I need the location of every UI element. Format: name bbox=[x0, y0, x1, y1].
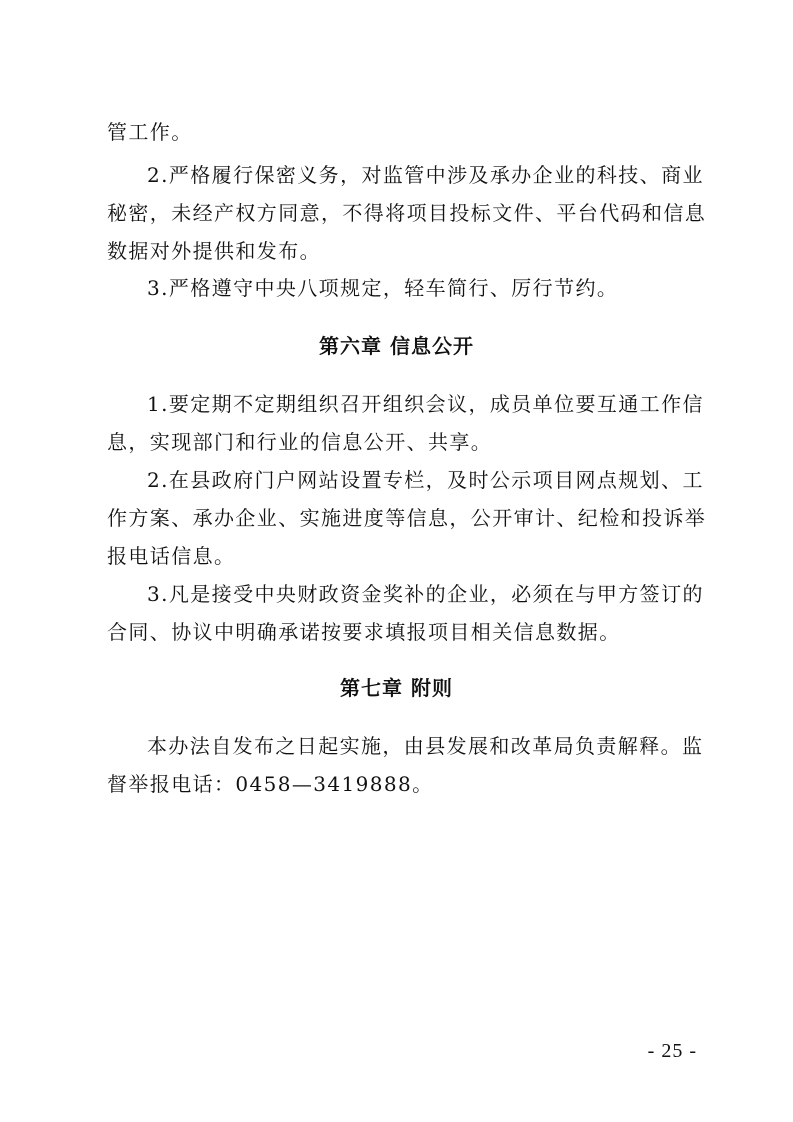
paragraph-line: 1.要定期不定期组织召开组织会议，成员单位要互通工作信 bbox=[147, 392, 704, 416]
paragraph-line: 3.凡是接受中央财政资金奖补的企业，必须在与甲方签订的 bbox=[147, 582, 704, 606]
paragraph-line: 3.严格遵守中央八项规定，轻车简行、厉行节约。 bbox=[147, 276, 619, 300]
paragraph-line: 2.在县政府门户网站设置专栏，及时公示项目网点规划、工 bbox=[147, 468, 704, 492]
paragraph-line: 息，实现部门和行业的信息公开、共享。 bbox=[107, 430, 493, 454]
paragraph-line: 本办法自发布之日起实施，由县发展和改革局负责解释。监 bbox=[147, 734, 704, 758]
paragraph-line: 数据对外提供和发布。 bbox=[107, 239, 321, 263]
paragraph-line: 秘密，未经产权方同意，不得将项目投标文件、平台代码和信息 bbox=[107, 201, 707, 225]
paragraph-line: 督举报电话：0458—3419888。 bbox=[107, 772, 434, 796]
paragraph-line: 报电话信息。 bbox=[107, 544, 236, 568]
chapter-7-title: 第七章 附则 bbox=[340, 676, 453, 700]
paragraph-line: 作方案、承办企业、实施进度等信息，公开审计、纪检和投诉举 bbox=[107, 506, 707, 530]
paragraph-line: 管工作。 bbox=[107, 120, 193, 144]
page-number: - 25 - bbox=[647, 1040, 697, 1062]
paragraph-line: 2.严格履行保密义务，对监管中涉及承办企业的科技、商业 bbox=[147, 163, 704, 187]
chapter-6-title: 第六章 信息公开 bbox=[319, 334, 474, 358]
paragraph-line: 合同、协议中明确承诺按要求填报项目相关信息数据。 bbox=[107, 620, 621, 644]
